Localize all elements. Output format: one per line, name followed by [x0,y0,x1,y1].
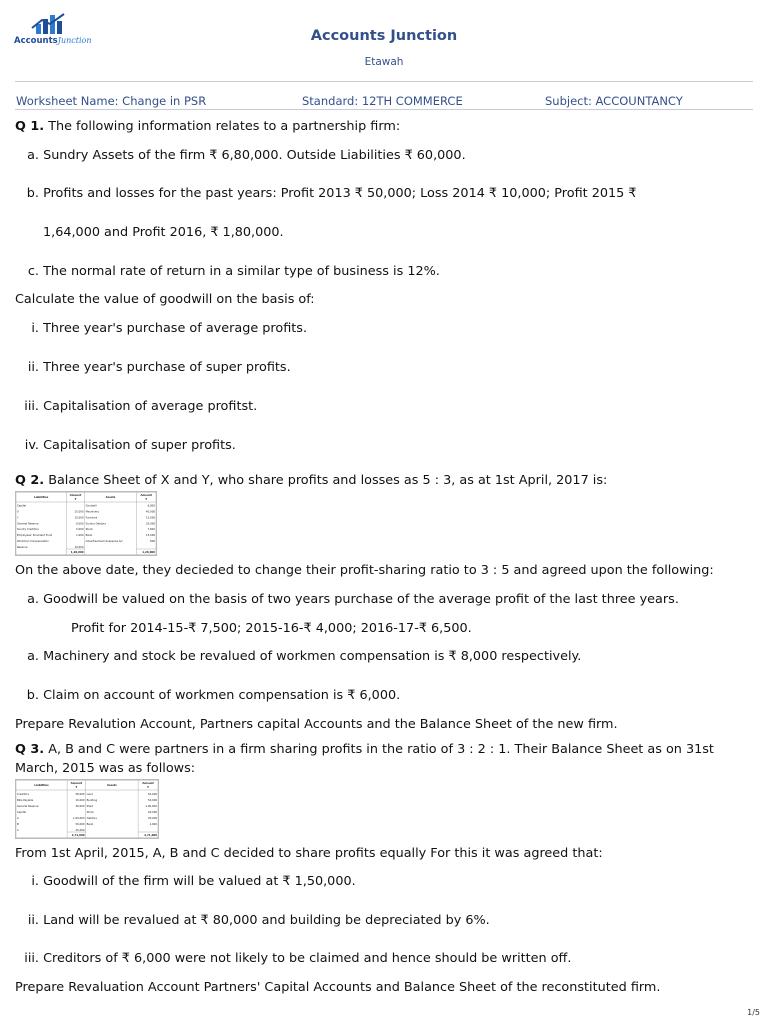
table-cell: 35,000 [145,522,155,526]
question-2 [15,472,607,489]
question-number: Q 2. [15,473,45,488]
table-header: Assets [107,784,117,787]
list-item: iii. Capitalisation of average profitst. [24,399,258,414]
list-item: ii. Three year's purchase of super profits. [27,360,291,375]
table-cell: 800 [150,539,155,543]
table-cell: 15,000 [74,510,84,514]
page-subtitle: Etawah [364,56,404,68]
table-cell: A [17,816,19,820]
table-header: Amount [70,782,83,785]
table-cell: Machinery [85,510,100,514]
table-cell: Land [86,792,93,796]
table-cell: 1,000 [149,822,157,826]
logo-text: AccountsJunction [14,36,92,46]
list-item: c. The normal rate of return in a similar type of business is 12%. [27,264,440,279]
table-cell: 30,000 [147,816,157,820]
question-3 [15,741,714,758]
page-number: 1/5 [747,1008,760,1017]
table-cell: 10,000 [74,516,84,520]
table-cell: Employees' Provident Fund [17,534,53,538]
table-cell: Plant [86,804,94,808]
table-cell: B [17,822,19,826]
table-header: Amount [69,494,82,497]
table-cell: Sundry Debtors [85,522,106,526]
table-cell: Goodwill [85,504,97,508]
table-cell: 50,000 [147,792,157,796]
question-number: Q 1. [15,119,45,134]
table-cell: Creditors [17,792,29,796]
table-cell: Advertisement Suspense A/c [85,539,123,543]
table-header: ₹ [145,498,148,501]
list-item: b. Claim on account of workmen compensation is ₹ 6,000. [26,688,401,703]
table-total: 2,71,000 [71,834,85,837]
table-cell: Sundry Creditors [17,528,39,532]
list-item: a. Goodwill be valued on the basis of two years purchase of the average profit of the last three years. [27,592,679,607]
table-header: Liabilities [34,784,49,787]
table-cell: Building [86,798,98,802]
table-cell: Y [17,516,19,520]
table-cell: Capital [17,810,27,814]
table-total: 1,20,000 [142,551,155,554]
instruction: Prepare Revaluation Account Partners' Capital Accounts and Balance Sheet of the reconstituted firm. [15,980,661,995]
instruction: Calculate the value of goodwill on the basis of: [15,292,315,307]
meta-divider [15,109,753,110]
list-item: a. Machinery and stock be revalued of workmen compensation is ₹ 8,000 respectively. [27,649,582,664]
instruction: From 1st April, 2015, A, B and C decided to share profits equally For this it was agreed that: [15,846,603,861]
table-header: Amount [140,494,152,497]
balance-sheet-table-xy [15,491,157,556]
table-header: ₹ [74,498,77,501]
list-item: iv. Capitalisation of super profits. [24,438,236,453]
standard: Standard: 12TH COMMERCE [302,94,463,108]
table-header: ₹ [147,786,149,789]
table-cell: 6,000 [147,504,155,508]
question-text-continuation: March, 2015 was as follows: [15,761,196,776]
list-item: i. Three year's purchase of average profits. [31,321,308,336]
table-cell: 5,000 [76,528,84,532]
table-cell: 58,000 [75,792,85,796]
table-cell: Stock [85,528,93,532]
balance-sheet-table-abc [15,779,159,839]
question-text: The following information relates to a partnership firm: [48,119,401,134]
question-text: Balance Sheet of X and Y, who share profits and losses as 5 : 3, as at 1st April, 2017 is: [48,473,608,488]
table-cell: 1,00,000 [145,804,157,808]
subject: Subject: ACCOUNTANCY [545,94,683,108]
table-total: 1,20,000 [70,551,84,554]
table-cell: 30,000 [75,804,85,808]
list-item: iii. Creditors of ₹ 6,000 were not likely to be claimed and hence should be written off. [24,951,572,966]
table-cell: Bills Payable [17,798,34,802]
table-cell: Bank [86,822,94,826]
table-cell: 40,000 [147,810,157,814]
table-header: ₹ [75,786,78,789]
question-1 [15,118,400,135]
list-item-continuation: Profit for 2014-15-₹ 7,500; 2015-16-₹ 4,000; 2016-17-₹ 6,500. [71,621,472,636]
table-cell: 8,000 [76,522,84,526]
table-header: Liabilities [34,496,49,499]
table-cell: 50,000 [75,822,85,826]
list-item-continuation: 1,64,000 and Profit 2016, ₹ 1,80,000. [43,225,284,240]
table-total: 2,71,000 [144,834,157,837]
table-header: Assets [105,496,116,499]
worksheet-name: Worksheet Name: Change in PSR [16,94,207,108]
list-item: i. Goodwill of the firm will be valued at ₹ 1,50,000. [31,874,356,889]
list-item: b. Profits and losses for the past years: Profit 2013 ₹ 50,000; Loss 2014 ₹ 10,000; Profit 2015 ₹ [26,186,637,201]
table-cell: General Reserve [17,804,39,808]
instruction: On the above date, they decieded to change their profit-sharing ratio to 3 : 5 and agreed upon the following: [15,563,714,578]
page-title: Accounts Junction [310,28,458,44]
table-cell: 16,000 [75,798,85,802]
table-cell: 15,000 [145,534,155,538]
list-item: ii. Land will be revalued at ₹ 80,000 and building be depreciated by 6%. [27,913,490,928]
list-item: a. Sundry Assets of the firm ₹ 6,80,000. Outside Liabilities ₹ 60,000. [27,148,466,163]
table-cell: 10,000 [74,545,84,549]
question-number: Q 3. [15,742,45,757]
table-cell: 7,600 [147,528,155,532]
table-cell: 1,00,000 [73,816,85,820]
table-cell: General Reserve [17,522,39,526]
table-cell: 25,000 [75,828,85,832]
table-cell: Stock [86,810,94,814]
question-text: A, B and C were partners in a firm sharing profits in the ratio of 3 : 2 : 1. Their Balance Sheet as on 31st [48,742,714,757]
table-cell: C [17,828,19,832]
table-cell: Bank [85,534,93,538]
table-cell: X [17,510,19,514]
table-header: Amount [142,782,154,785]
table-cell: Furniture [85,516,98,520]
table-cell: 15,000 [145,516,155,520]
header-divider [15,81,753,82]
table-cell: 50,000 [147,798,157,802]
table-cell: Workmen Compensation [17,539,49,543]
table-cell: Debtors [86,816,97,820]
table-cell: 1,000 [76,534,84,538]
table-cell: Capital [17,504,27,508]
table-cell: 40,000 [145,510,155,514]
table-cell: Reserve [17,545,28,549]
instruction: Prepare Revalution Account, Partners capital Accounts and the Balance Sheet of the new firm. [15,717,618,732]
